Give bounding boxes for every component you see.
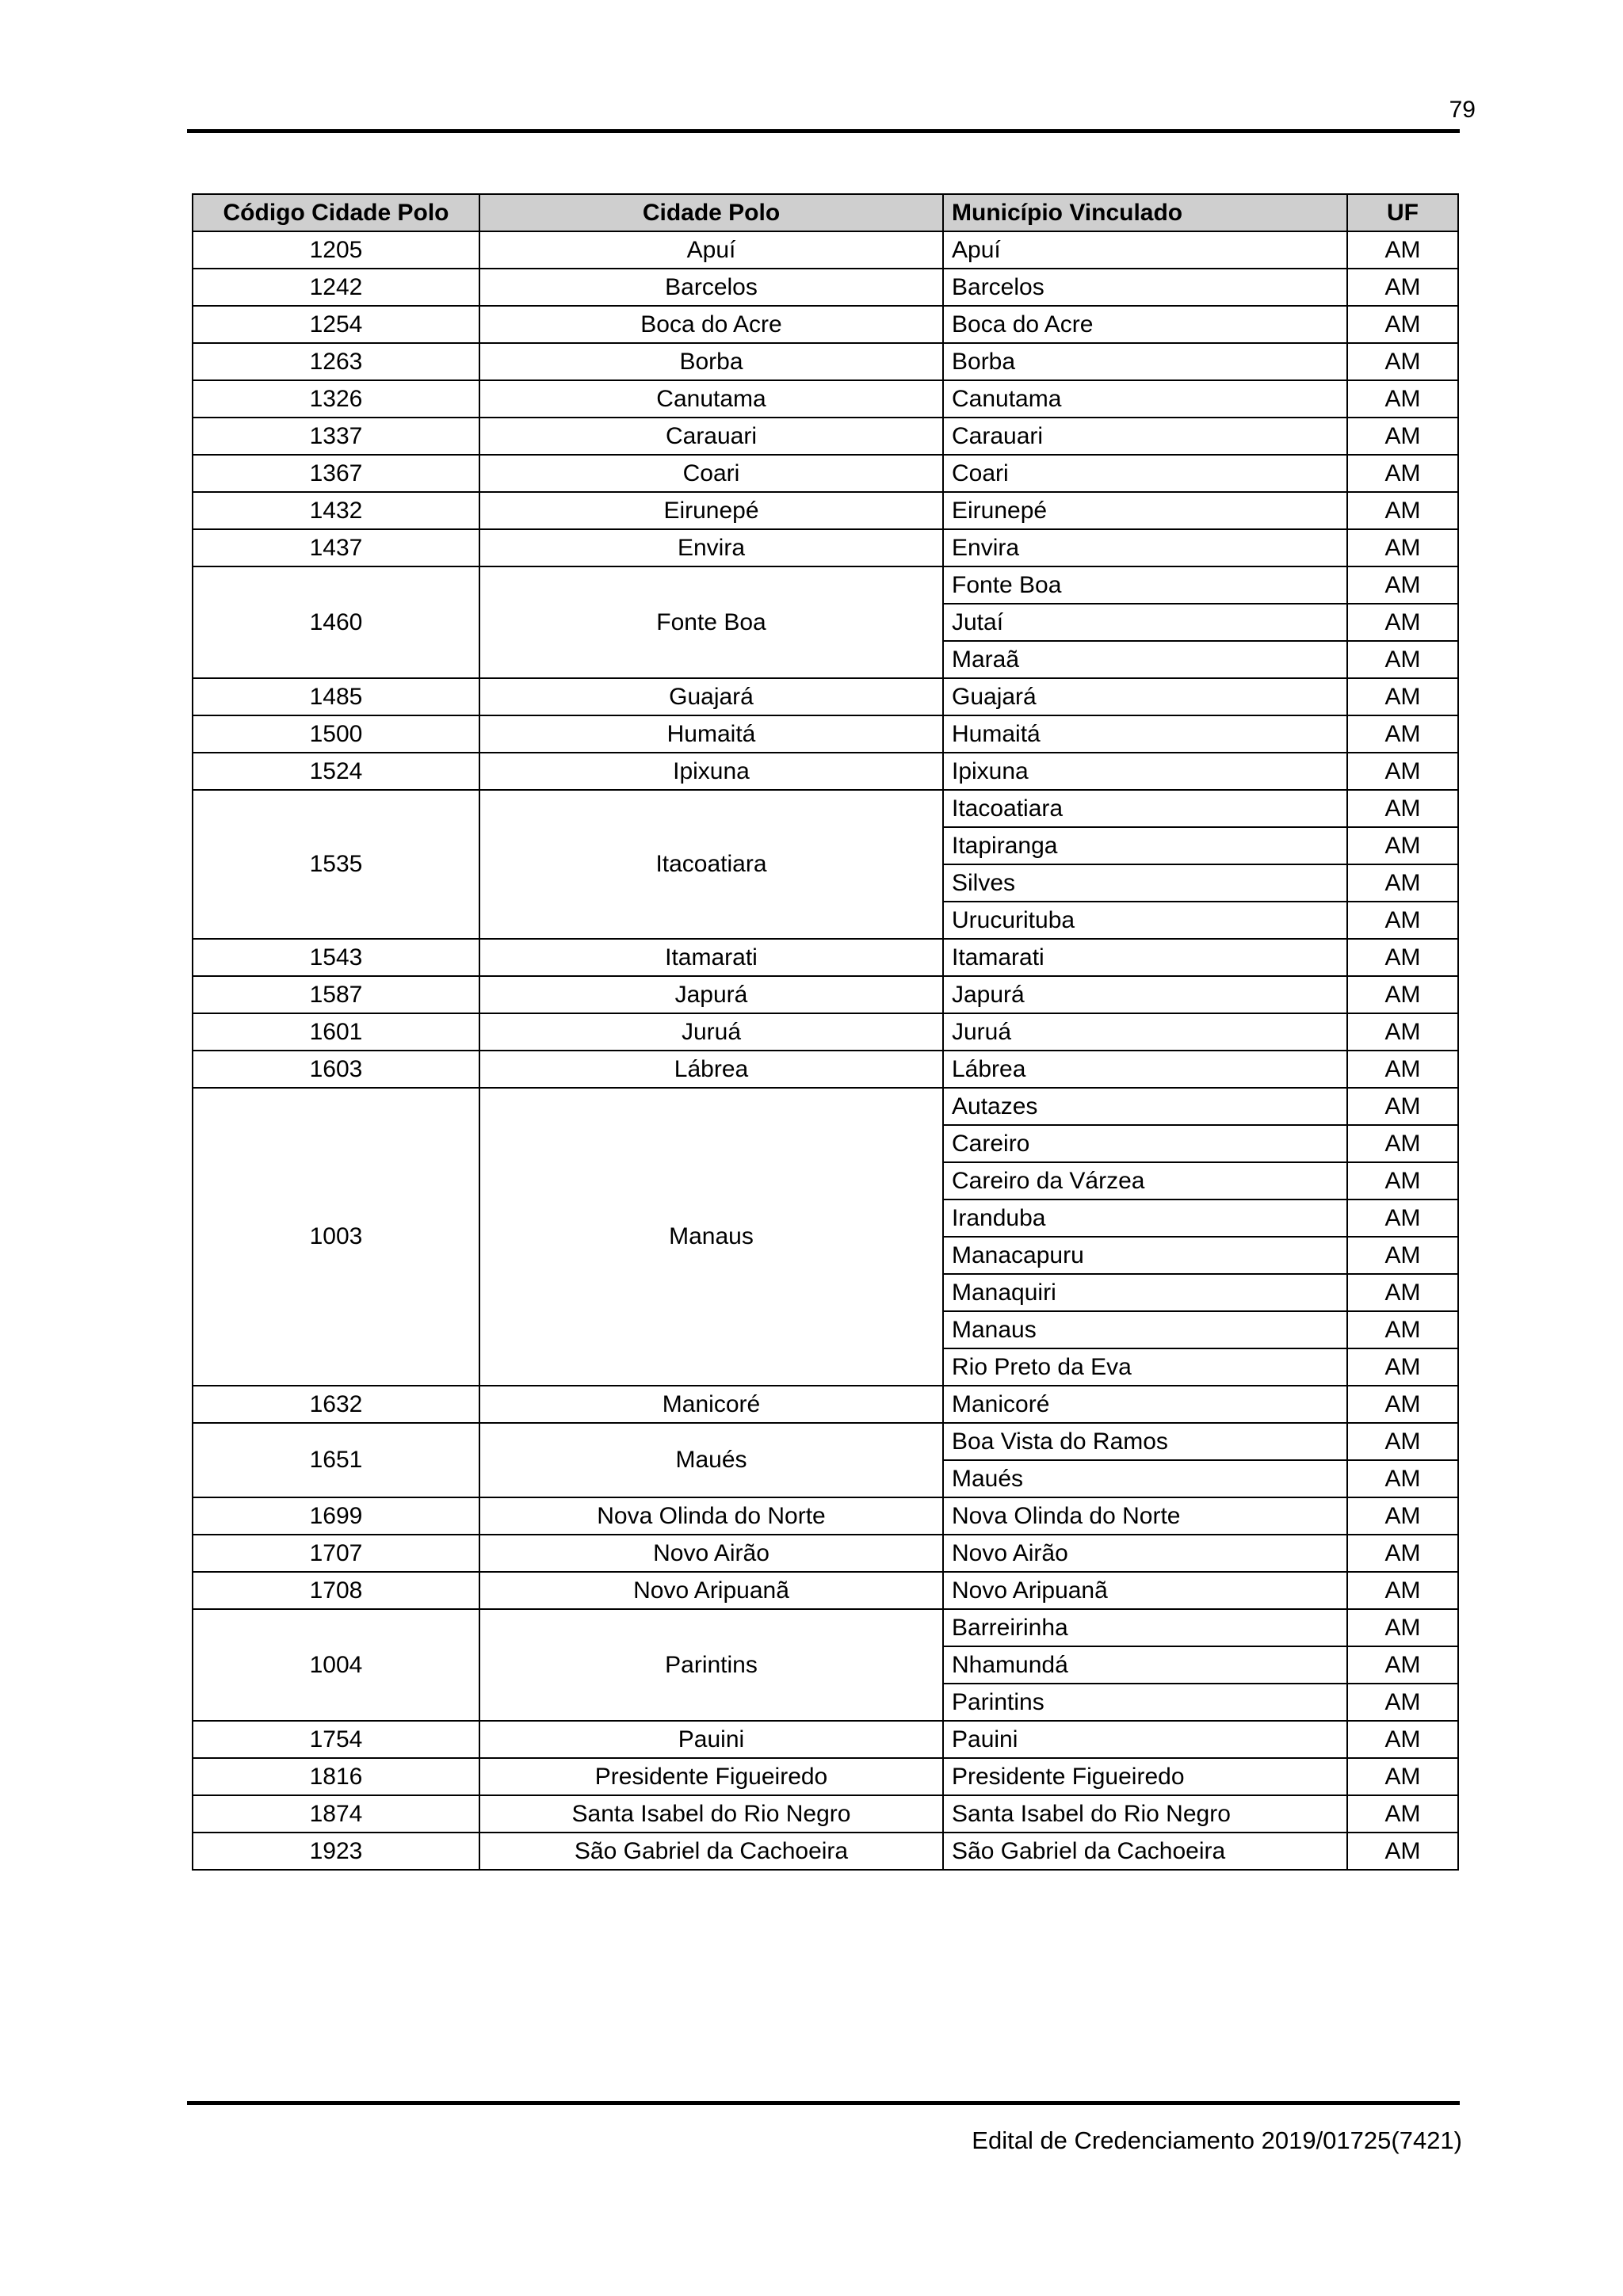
page-number: 79 (1449, 97, 1476, 123)
cell-municipality: Careiro (943, 1125, 1347, 1162)
cell-code: 1603 (193, 1051, 479, 1088)
cell-code: 1632 (193, 1386, 479, 1423)
cell-uf: AM (1347, 976, 1458, 1013)
cell-municipality: Rio Preto da Eva (943, 1348, 1347, 1386)
cell-code: 1708 (193, 1572, 479, 1609)
cell-municipality: Juruá (943, 1013, 1347, 1051)
cell-uf: AM (1347, 380, 1458, 418)
cell-municipality: Novo Aripuanã (943, 1572, 1347, 1609)
cell-code: 1254 (193, 306, 479, 343)
cell-uf: AM (1347, 1051, 1458, 1088)
cell-uf: AM (1347, 1646, 1458, 1684)
cell-uf: AM (1347, 827, 1458, 864)
cell-code: 1367 (193, 455, 479, 492)
cell-uf: AM (1347, 1833, 1458, 1870)
cell-polo-city: Boca do Acre (479, 306, 943, 343)
cell-code: 1707 (193, 1535, 479, 1572)
cell-municipality: Canutama (943, 380, 1347, 418)
cell-municipality: Presidente Figueiredo (943, 1758, 1347, 1795)
footer-text: Edital de Credenciamento 2019/01725(7421) (972, 2126, 1462, 2154)
cell-code: 1326 (193, 380, 479, 418)
cell-polo-city: Envira (479, 529, 943, 566)
cell-polo-city: Novo Airão (479, 1535, 943, 1572)
table-row (193, 1572, 1458, 1609)
cell-polo-city: Manaus (479, 1088, 943, 1386)
table-row (193, 678, 1458, 715)
table-row (193, 529, 1458, 566)
cell-polo-city: Humaitá (479, 715, 943, 753)
cell-municipality: Lábrea (943, 1051, 1347, 1088)
cell-municipality: Pauini (943, 1721, 1347, 1758)
table-row (193, 566, 1458, 604)
cell-code: 1601 (193, 1013, 479, 1051)
cell-municipality: Manicoré (943, 1386, 1347, 1423)
cell-code: 1460 (193, 566, 479, 678)
cell-polo-city: Manicoré (479, 1386, 943, 1423)
cell-municipality: Fonte Boa (943, 566, 1347, 604)
footer-rule (187, 2101, 1460, 2105)
table-row (193, 455, 1458, 492)
cell-municipality: Itacoatiara (943, 790, 1347, 827)
cell-uf: AM (1347, 678, 1458, 715)
header-city: Cidade Polo (479, 194, 943, 231)
polo-city-table (192, 193, 1459, 1871)
table-row (193, 418, 1458, 455)
cell-uf: AM (1347, 1274, 1458, 1311)
cell-uf: AM (1347, 566, 1458, 604)
cell-municipality: Silves (943, 864, 1347, 902)
cell-municipality: Boa Vista do Ramos (943, 1423, 1347, 1460)
cell-code: 1543 (193, 939, 479, 976)
cell-polo-city: Maués (479, 1423, 943, 1497)
cell-polo-city: Pauini (479, 1721, 943, 1758)
cell-uf: AM (1347, 715, 1458, 753)
cell-municipality: Carauari (943, 418, 1347, 455)
cell-uf: AM (1347, 1758, 1458, 1795)
cell-uf: AM (1347, 1311, 1458, 1348)
table-row (193, 1423, 1458, 1460)
cell-municipality: Maraã (943, 641, 1347, 678)
table-row (193, 976, 1458, 1013)
cell-polo-city: Ipixuna (479, 753, 943, 790)
cell-municipality: Boca do Acre (943, 306, 1347, 343)
cell-municipality: Novo Airão (943, 1535, 1347, 1572)
cell-polo-city: Itamarati (479, 939, 943, 976)
cell-uf: AM (1347, 641, 1458, 678)
cell-municipality: Guajará (943, 678, 1347, 715)
cell-uf: AM (1347, 1386, 1458, 1423)
cell-uf: AM (1347, 753, 1458, 790)
table-row (193, 1758, 1458, 1795)
cell-municipality: Humaitá (943, 715, 1347, 753)
cell-uf: AM (1347, 1088, 1458, 1125)
cell-code: 1337 (193, 418, 479, 455)
cell-polo-city: Apuí (479, 231, 943, 269)
cell-polo-city: São Gabriel da Cachoeira (479, 1833, 943, 1870)
cell-polo-city: Lábrea (479, 1051, 943, 1088)
cell-uf: AM (1347, 1348, 1458, 1386)
cell-polo-city: Presidente Figueiredo (479, 1758, 943, 1795)
cell-code: 1437 (193, 529, 479, 566)
cell-municipality: Apuí (943, 231, 1347, 269)
cell-uf: AM (1347, 1609, 1458, 1646)
cell-polo-city: Parintins (479, 1609, 943, 1721)
cell-uf: AM (1347, 1423, 1458, 1460)
cell-polo-city: Juruá (479, 1013, 943, 1051)
cell-polo-city: Eirunepé (479, 492, 943, 529)
cell-polo-city: Fonte Boa (479, 566, 943, 678)
cell-municipality: Manaus (943, 1311, 1347, 1348)
table-row (193, 753, 1458, 790)
table-row (193, 715, 1458, 753)
cell-polo-city: Canutama (479, 380, 943, 418)
cell-uf: AM (1347, 1721, 1458, 1758)
header-municipality: Município Vinculado (943, 194, 1347, 231)
table-row (193, 790, 1458, 827)
table-row (193, 1088, 1458, 1125)
cell-uf: AM (1347, 1684, 1458, 1721)
header-uf: UF (1347, 194, 1458, 231)
table-row (193, 1833, 1458, 1870)
cell-uf: AM (1347, 269, 1458, 306)
cell-polo-city: Borba (479, 343, 943, 380)
header-code: Código Cidade Polo (193, 194, 479, 231)
table-row (193, 492, 1458, 529)
cell-uf: AM (1347, 1572, 1458, 1609)
cell-uf: AM (1347, 1535, 1458, 1572)
cell-code: 1485 (193, 678, 479, 715)
table-row (193, 1795, 1458, 1833)
cell-uf: AM (1347, 864, 1458, 902)
cell-municipality: Nhamundá (943, 1646, 1347, 1684)
cell-uf: AM (1347, 343, 1458, 380)
cell-code: 1816 (193, 1758, 479, 1795)
table-row (193, 1535, 1458, 1572)
cell-code: 1003 (193, 1088, 479, 1386)
cell-municipality: Barreirinha (943, 1609, 1347, 1646)
cell-polo-city: Barcelos (479, 269, 943, 306)
cell-municipality: Itamarati (943, 939, 1347, 976)
table-row (193, 380, 1458, 418)
table-row (193, 1013, 1458, 1051)
table-row (193, 1497, 1458, 1535)
cell-uf: AM (1347, 902, 1458, 939)
cell-municipality: Barcelos (943, 269, 1347, 306)
cell-polo-city: Guajará (479, 678, 943, 715)
cell-code: 1874 (193, 1795, 479, 1833)
cell-municipality: São Gabriel da Cachoeira (943, 1833, 1347, 1870)
table-row (193, 343, 1458, 380)
cell-municipality: Autazes (943, 1088, 1347, 1125)
cell-code: 1500 (193, 715, 479, 753)
cell-uf: AM (1347, 1125, 1458, 1162)
cell-uf: AM (1347, 790, 1458, 827)
cell-municipality: Manacapuru (943, 1237, 1347, 1274)
cell-uf: AM (1347, 418, 1458, 455)
cell-municipality: Iranduba (943, 1199, 1347, 1237)
cell-municipality: Maués (943, 1460, 1347, 1497)
cell-municipality: Ipixuna (943, 753, 1347, 790)
cell-polo-city: Carauari (479, 418, 943, 455)
cell-municipality: Japurá (943, 976, 1347, 1013)
cell-polo-city: Coari (479, 455, 943, 492)
cell-uf: AM (1347, 1460, 1458, 1497)
table-row (193, 1386, 1458, 1423)
cell-municipality: Itapiranga (943, 827, 1347, 864)
cell-polo-city: Nova Olinda do Norte (479, 1497, 943, 1535)
cell-code: 1923 (193, 1833, 479, 1870)
cell-municipality: Coari (943, 455, 1347, 492)
cell-uf: AM (1347, 939, 1458, 976)
cell-code: 1535 (193, 790, 479, 939)
cell-municipality: Jutaí (943, 604, 1347, 641)
cell-uf: AM (1347, 1199, 1458, 1237)
cell-uf: AM (1347, 529, 1458, 566)
cell-municipality: Borba (943, 343, 1347, 380)
cell-polo-city: Japurá (479, 976, 943, 1013)
cell-uf: AM (1347, 1162, 1458, 1199)
cell-uf: AM (1347, 1497, 1458, 1535)
cell-uf: AM (1347, 1795, 1458, 1833)
cell-polo-city: Itacoatiara (479, 790, 943, 939)
cell-uf: AM (1347, 492, 1458, 529)
cell-municipality: Santa Isabel do Rio Negro (943, 1795, 1347, 1833)
table-row (193, 1051, 1458, 1088)
header-rule (187, 129, 1460, 133)
cell-code: 1004 (193, 1609, 479, 1721)
cell-uf: AM (1347, 1013, 1458, 1051)
cell-municipality: Parintins (943, 1684, 1347, 1721)
table-row (193, 939, 1458, 976)
cell-polo-city: Santa Isabel do Rio Negro (479, 1795, 943, 1833)
cell-municipality: Urucurituba (943, 902, 1347, 939)
cell-code: 1524 (193, 753, 479, 790)
cell-municipality: Eirunepé (943, 492, 1347, 529)
cell-code: 1205 (193, 231, 479, 269)
cell-code: 1242 (193, 269, 479, 306)
table-row (193, 1609, 1458, 1646)
cell-code: 1699 (193, 1497, 479, 1535)
table-header-row (193, 194, 1458, 231)
cell-code: 1432 (193, 492, 479, 529)
cell-uf: AM (1347, 455, 1458, 492)
table-row (193, 306, 1458, 343)
table-body (193, 231, 1458, 1870)
cell-code: 1754 (193, 1721, 479, 1758)
cell-municipality: Careiro da Várzea (943, 1162, 1347, 1199)
cell-code: 1651 (193, 1423, 479, 1497)
cell-municipality: Manaquiri (943, 1274, 1347, 1311)
cell-code: 1587 (193, 976, 479, 1013)
cell-uf: AM (1347, 604, 1458, 641)
table-row (193, 231, 1458, 269)
table-row (193, 1721, 1458, 1758)
cell-uf: AM (1347, 231, 1458, 269)
table-row (193, 269, 1458, 306)
cell-code: 1263 (193, 343, 479, 380)
cell-municipality: Envira (943, 529, 1347, 566)
cell-polo-city: Novo Aripuanã (479, 1572, 943, 1609)
cell-uf: AM (1347, 1237, 1458, 1274)
cell-municipality: Nova Olinda do Norte (943, 1497, 1347, 1535)
cell-uf: AM (1347, 306, 1458, 343)
